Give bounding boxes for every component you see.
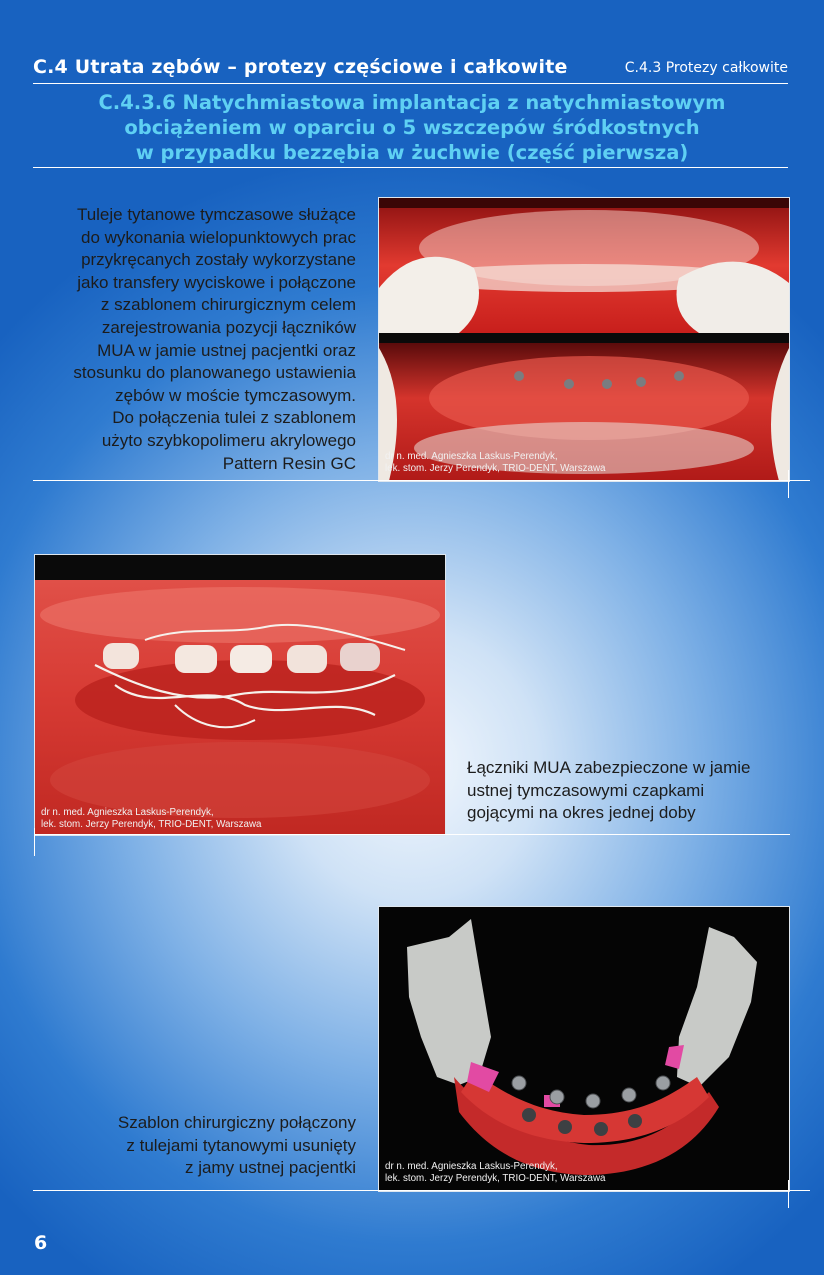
block-2-rule bbox=[34, 834, 790, 835]
caption-line: Do połączenia tulei z szablonem bbox=[112, 408, 356, 428]
caption-line: z tulejami tytanowymi usunięty bbox=[126, 1135, 356, 1155]
caption-line: do wykonania wielopunktowych prac bbox=[81, 227, 356, 247]
caption-line: ustnej tymczasowymi czapkami bbox=[467, 780, 705, 800]
caption-block-2 bbox=[467, 757, 797, 825]
photo-removed-surgical-template bbox=[378, 906, 790, 1192]
photo-credit bbox=[385, 451, 605, 475]
block-3-tick bbox=[788, 1180, 789, 1208]
clinical-photo-illustration bbox=[379, 907, 789, 1191]
photo-surgical-template-in-mouth bbox=[378, 197, 790, 482]
clinical-photo-illustration bbox=[379, 198, 789, 481]
page-number: 6 bbox=[34, 1232, 48, 1254]
photo-credit bbox=[385, 1161, 605, 1185]
credit-line: dr n. med. Agnieszka Laskus-Perendyk, bbox=[385, 1161, 558, 1172]
title-line-3: w przypadku bezzębia w żuchwie (część pierwsza) bbox=[135, 141, 689, 164]
title-rule bbox=[33, 167, 788, 168]
section-heading: C.4 Utrata zębów – protezy częściowe i całkowite bbox=[33, 56, 568, 78]
caption-line: stosunku do planowanego ustawienia bbox=[73, 363, 356, 383]
caption-line: Tuleje tytanowe tymczasowe służące bbox=[76, 205, 356, 224]
block-2-tick bbox=[34, 828, 35, 856]
credit-line: dr n. med. Agnieszka Laskus-Perendyk, bbox=[41, 807, 214, 818]
subsection-heading: C.4.3 Protezy całkowite bbox=[624, 60, 788, 76]
caption-line: gojącymi na okres jednej doby bbox=[467, 803, 696, 823]
caption-block-1 bbox=[26, 204, 356, 475]
caption-line: Pattern Resin GC bbox=[222, 453, 356, 473]
block-1-rule bbox=[33, 480, 810, 481]
credit-line: lek. stom. Jerzy Perendyk, TRIO-DENT, Warszawa bbox=[41, 819, 262, 830]
caption-line: z szablonem chirurgicznym celem bbox=[100, 295, 356, 315]
caption-line: zębów w moście tymczasowym. bbox=[115, 385, 356, 405]
photo-credit bbox=[41, 807, 261, 831]
title-line-2: obciążeniem w oparciu o 5 wszczepów śródkostnych bbox=[124, 116, 700, 139]
title-line-1: C.4.3.6 Natychmiastowa implantacja z natychmiastowym bbox=[98, 91, 726, 114]
caption-line: przykręcanych zostały wykorzystane bbox=[81, 250, 356, 270]
clinical-photo-illustration bbox=[35, 555, 445, 835]
photo-mua-healing-caps bbox=[34, 554, 446, 836]
caption-line: MUA w jamie ustnej pacjentki oraz bbox=[97, 340, 356, 360]
block-1-tick bbox=[788, 470, 789, 498]
block-3-rule bbox=[33, 1190, 810, 1191]
caption-line: jako transfery wyciskowe i połączone bbox=[77, 272, 356, 292]
caption-line: Szablon chirurgiczny połączony bbox=[117, 1113, 356, 1132]
page-title bbox=[60, 90, 764, 165]
caption-line: użyto szybkopolimeru akrylowego bbox=[101, 430, 356, 450]
credit-line: lek. stom. Jerzy Perendyk, TRIO-DENT, Warszawa bbox=[385, 463, 606, 474]
caption-block-3 bbox=[26, 1112, 356, 1180]
caption-line: zarejestrowania pozycji łączników bbox=[101, 317, 356, 337]
caption-line: z jamy ustnej pacjentki bbox=[184, 1158, 356, 1178]
caption-line: Łączniki MUA zabezpieczone w jamie bbox=[467, 758, 751, 777]
header-rule bbox=[33, 83, 788, 84]
credit-line: lek. stom. Jerzy Perendyk, TRIO-DENT, Warszawa bbox=[385, 1173, 606, 1184]
credit-line: dr n. med. Agnieszka Laskus-Perendyk, bbox=[385, 451, 558, 462]
